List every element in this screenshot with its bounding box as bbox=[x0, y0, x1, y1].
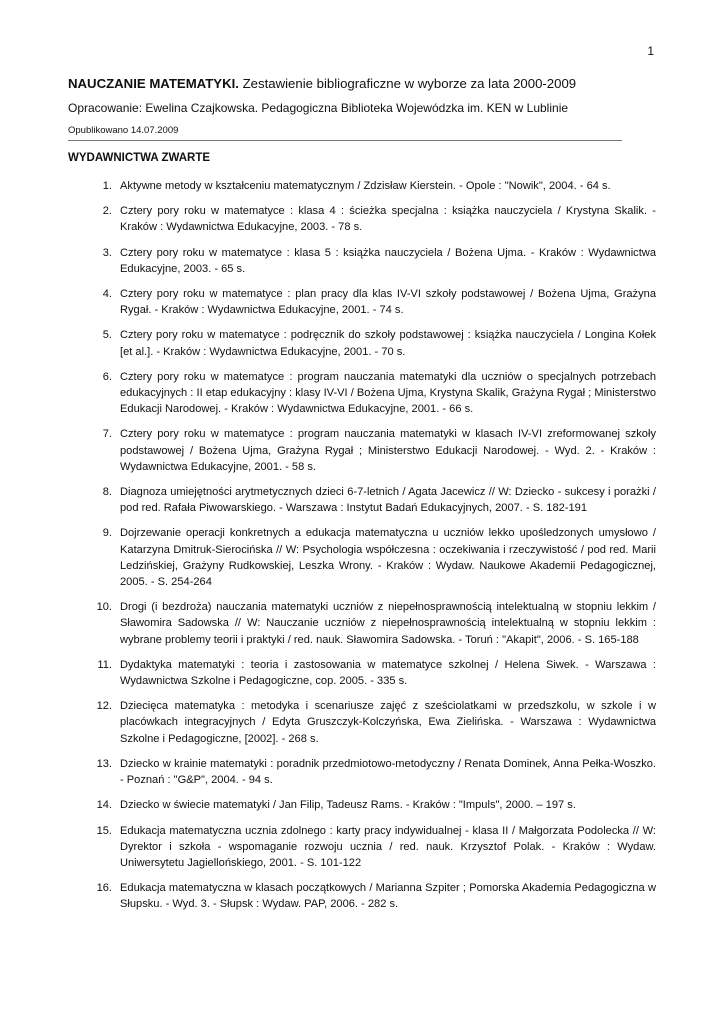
document-subtitle: Opracowanie: Ewelina Czajkowska. Pedagogiczna Biblioteka Wojewódzka im. KEN w Lublinie bbox=[68, 101, 569, 115]
bibliography-list bbox=[68, 178, 656, 922]
item-number: 8. bbox=[102, 486, 112, 499]
item-text: Dziecko w świecie matematyki / Jan Filip, Tadeusz Rams. - Kraków : "Impuls", 2000. – 197 s. bbox=[120, 799, 576, 812]
published-date: Opublikowano 14.07.2009 bbox=[68, 125, 179, 136]
item-number: 13. bbox=[96, 757, 112, 770]
item-number: 1. bbox=[102, 180, 112, 192]
item-text: Cztery pory roku w matematyce : plan pracy dla klas IV-VI szkoły podstawowej / Bożena Ujma, Grażyna Rygał. - Kraków : Wydawnictwa Edukacyjne, 2001. - 74 s. bbox=[120, 288, 656, 317]
item-number: 7. bbox=[102, 428, 112, 441]
bibliography-item bbox=[68, 525, 656, 590]
bibliography-item bbox=[68, 880, 656, 912]
bibliography-item bbox=[68, 756, 656, 788]
page-number: 1 bbox=[647, 44, 654, 58]
item-number: 9. bbox=[102, 527, 112, 540]
item-number: 11. bbox=[97, 658, 112, 671]
bibliography-item bbox=[68, 823, 656, 872]
bibliography-item bbox=[68, 797, 656, 813]
bibliography-item bbox=[68, 657, 656, 689]
item-number: 5. bbox=[102, 329, 112, 342]
item-number: 2. bbox=[102, 205, 112, 218]
header-divider bbox=[68, 140, 622, 141]
item-text: Dydaktyka matematyki : teoria i zastosowania w matematyce szkolnej / Helena Siwek. - Warszawa : Wydawnictwa Szkolne i Pedagogiczne, cop. 2005. - 335 s. bbox=[120, 658, 656, 688]
item-number: 4. bbox=[102, 288, 112, 301]
section-heading: WYDAWNICTWA ZWARTE bbox=[68, 152, 211, 164]
item-text: Edukacja matematyczna w klasach początkowych / Marianna Szpiter ; Pomorska Akademia Pedagogiczna w Słupsku. - Wyd. 3. - Słupsk : Wydaw. PAP, 2006. - 282 s. bbox=[120, 882, 656, 911]
item-text: Cztery pory roku w matematyce : podręcznik do szkoły podstawowej : książka nauczyciela / Longina Kołek [et al.]. - Kraków : Wydawnictwa Edukacyjne, 2001. - 70 s. bbox=[120, 329, 656, 358]
bibliography-item bbox=[68, 203, 656, 235]
item-text: Cztery pory roku w matematyce : klasa 4 : ścieżka specjalna : książka nauczyciela / Krystyna Skalik. - Kraków : Wydawnictwa Edukacyjne, 2003. - 78 s. bbox=[120, 205, 656, 234]
bibliography-item bbox=[68, 599, 656, 648]
item-number: 16. bbox=[96, 882, 112, 895]
item-number: 15. bbox=[96, 824, 112, 837]
bibliography-item bbox=[68, 698, 656, 747]
bibliography-item bbox=[68, 484, 656, 516]
item-text: Aktywne metody w kształceniu matematycznym / Zdzisław Kierstein. - Opole : "Nowik", 2004. - 64 s. bbox=[120, 180, 611, 192]
item-number: 14. bbox=[96, 799, 112, 812]
item-number: 12. bbox=[96, 700, 112, 713]
bibliography-item bbox=[68, 426, 656, 475]
item-text: Dziecko w krainie matematyki : poradnik przedmiotowo-metodyczny / Renata Dominek, Anna Pełka-Woszko. - Poznań : "G&P", 2004. - 94 s. bbox=[120, 757, 656, 787]
item-number: 3. bbox=[102, 246, 112, 259]
item-text: Diagnoza umiejętności arytmetycznych dzieci 6-7-letnich / Agata Jacewicz // W: Dziecko - sukcesy i porażki / pod red. Rafała Piwowarskiego. - Warszawa : Instytut Badań Edukacyjnych, 2007. - S. 182-191 bbox=[120, 486, 656, 515]
item-number: 6. bbox=[102, 370, 112, 383]
item-text: Cztery pory roku w matematyce : program nauczania matematyki dla uczniów o specjalnych potrzebach edukacyjnych : II etap edukacyjny : klasy IV-VI / Bożena Ujma, Krystyna Skalik, Grażyna Rygał ; Ministerstwo Edukacji Narodowej. - Kraków : Wydawnictwa Edukacyjne, 2001. - 66 s. bbox=[120, 370, 656, 416]
title-rest: Zestawienie bibliograficzne w wyborze za lata 2000-2009 bbox=[238, 76, 577, 91]
item-text: Edukacja matematyczna ucznia zdolnego : karty pracy indywidualnej - klasa II / Małgorzata Podolecka // W: Dyrektor i szkoła - wspomaganie rozwoju ucznia / red. nauk. Krzysztof Polak. - Kraków : Wydaw. Uniwersytetu Jagiellońskiego, 2001. - S. 101-122 bbox=[120, 824, 656, 869]
bibliography-item bbox=[68, 245, 656, 277]
bibliography-item bbox=[68, 178, 656, 194]
item-text: Drogi (i bezdroża) nauczania matematyki uczniów z niepełnosprawnością intelektualną w stopniu lekkim / Sławomira Sadowska // W: Nauczanie uczniów z niepełnosprawnością intelektualną w stopniu lekkim : wybrane problemy teorii i praktyki / red. nauk. Sławomira Sadowska. - Toruń : "Akapit", 2006. - S. 165-188 bbox=[120, 601, 656, 646]
item-text: Dziecięca matematyka : metodyka i scenariusze zajęć z sześciolatkami w przedszkolu, w szkole i w placówkach integracyjnych / Edyta Gruszczyk-Kolczyńska, Ewa Zielińska. - Warszawa : Wydawnictwa Szkolne i Pedagogiczne, [2002]. - 268 s. bbox=[120, 700, 656, 745]
bibliography-item bbox=[68, 327, 656, 359]
item-text: Cztery pory roku w matematyce : klasa 5 : książka nauczyciela / Bożena Ujma. - Kraków : Wydawnictwa Edukacyjne, 2003. - 65 s. bbox=[120, 246, 656, 275]
document-header bbox=[68, 76, 658, 136]
item-number: 10. bbox=[96, 601, 112, 614]
item-text: Cztery pory roku w matematyce : program nauczania matematyki w klasach IV-VI zreformowanej szkoły podstawowej / Bożena Ujma, Grażyna Rygał ; Ministerstwo Edukacji Narodowej. - Wyd. 2. - Kraków : Wydawnictwa Edukacyjne, 2001. - 58 s. bbox=[120, 428, 656, 473]
title-bold: NAUCZANIE MATEMATYKI. bbox=[68, 76, 239, 91]
document-title bbox=[68, 76, 658, 91]
bibliography-item bbox=[68, 286, 656, 318]
bibliography-item bbox=[68, 369, 656, 418]
item-text: Dojrzewanie operacji konkretnych a edukacja matematyczna u uczniów lekko upośledzonych umysłowo / Katarzyna Dmitruk-Sierocińska // W: Psychologia współczesna : oczekiwania i rzeczywistość / pod red. Marii Ledzińskiej, Grażyny Rudkowskiej, Leszka Wrony. - Kraków : Wydaw. Naukowe Akademii Pedagogicznej, 2005. - S. 254-264 bbox=[120, 527, 656, 589]
